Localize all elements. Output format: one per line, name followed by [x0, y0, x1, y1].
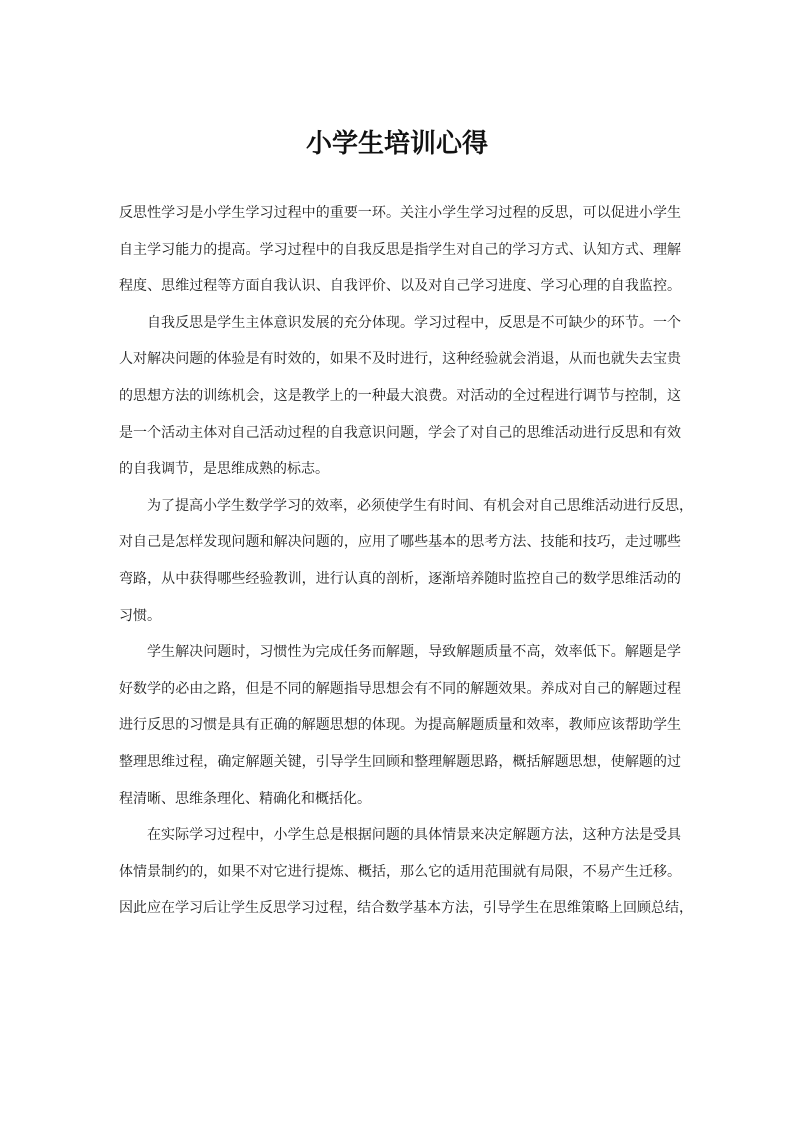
- paragraph-4: [119, 637, 681, 820]
- text-line: 在实际学习过程中，小学生总是根据问题的具体情景来决定解题方法，这种方法是受具: [147, 827, 681, 844]
- text-line: 程清晰、思维条理化、精确化和概括化。: [119, 790, 371, 807]
- text-line: 习惯。: [119, 607, 161, 624]
- text-line: 整理思维过程，确定解题关键，引导学生回顾和整理解题思路，概括解题思想，使解题的过: [119, 753, 681, 770]
- text-line: 因此应在学习后让学生反思学习过程，结合数学基本方法，引导学生在思维策略上回顾总结，: [119, 900, 693, 917]
- text-line: 人对解决问题的体验是有时效的，如果不及时进行，这种经验就会消退，从而也就失去宝贵: [119, 351, 681, 368]
- text-line: 反思性学习是小学生学习过程中的重要一环。关注小学生学习过程的反思，可以促进小学生: [119, 205, 681, 221]
- paragraph-1: [119, 198, 681, 308]
- text-line: 对自己是怎样发现问题和解决问题的，应用了哪些基本的思考方法、技能和技巧，走过哪些: [119, 534, 681, 551]
- text-line: 自我反思是学生主体意识发展的充分体现。学习过程中，反思是不可缺少的环节。一个: [147, 314, 681, 331]
- text-line: 是一个活动主体对自己活动过程的自我意识问题，学会了对自己的思维活动进行反思和有效: [119, 424, 681, 441]
- text-line: 自主学习能力的提高。学习过程中的自我反思是指学生对自己的学习方式、认知方式、理解: [119, 241, 681, 258]
- text-line: 体情景制约的，如果不对它进行提炼、概括，那么它的适用范围就有局限，不易产生迁移。: [119, 863, 681, 880]
- paragraph-3: [119, 491, 693, 637]
- text-line: 程度、思维过程等方面自我认识、自我评价、以及对自己学习进度、学习心理的自我监控。: [119, 278, 681, 295]
- text-line: 为了提高小学生数学学习的效率，必须使学生有时间、有机会对自己思维活动进行反思，: [147, 497, 693, 514]
- page-title: 小学生培训心得: [305, 129, 488, 159]
- text-line: 的自我调节，是思维成熟的标志。: [119, 461, 329, 478]
- paragraph-2: [119, 308, 681, 491]
- text-line: 学生解决问题时，习惯性为完成任务而解题，导致解题质量不高，效率低下。解题是学: [147, 644, 681, 661]
- text-line: 进行反思的习惯是具有正确的解题思想的体现。为提高解题质量和效率，教师应该帮助学生: [119, 717, 681, 734]
- paragraph-5: [119, 820, 693, 930]
- text-line: 的思想方法的训练机会，这是教学上的一种最大浪费。对活动的全过程进行调节与控制，这: [119, 387, 681, 404]
- text-line: 好数学的必由之路，但是不同的解题指导思想会有不同的解题效果。养成对自己的解题过程: [119, 680, 681, 697]
- document-body: [119, 198, 693, 930]
- text-line: 弯路，从中获得哪些经验教训，进行认真的剖析，逐渐培养随时监控自己的数学思维活动的: [119, 570, 681, 587]
